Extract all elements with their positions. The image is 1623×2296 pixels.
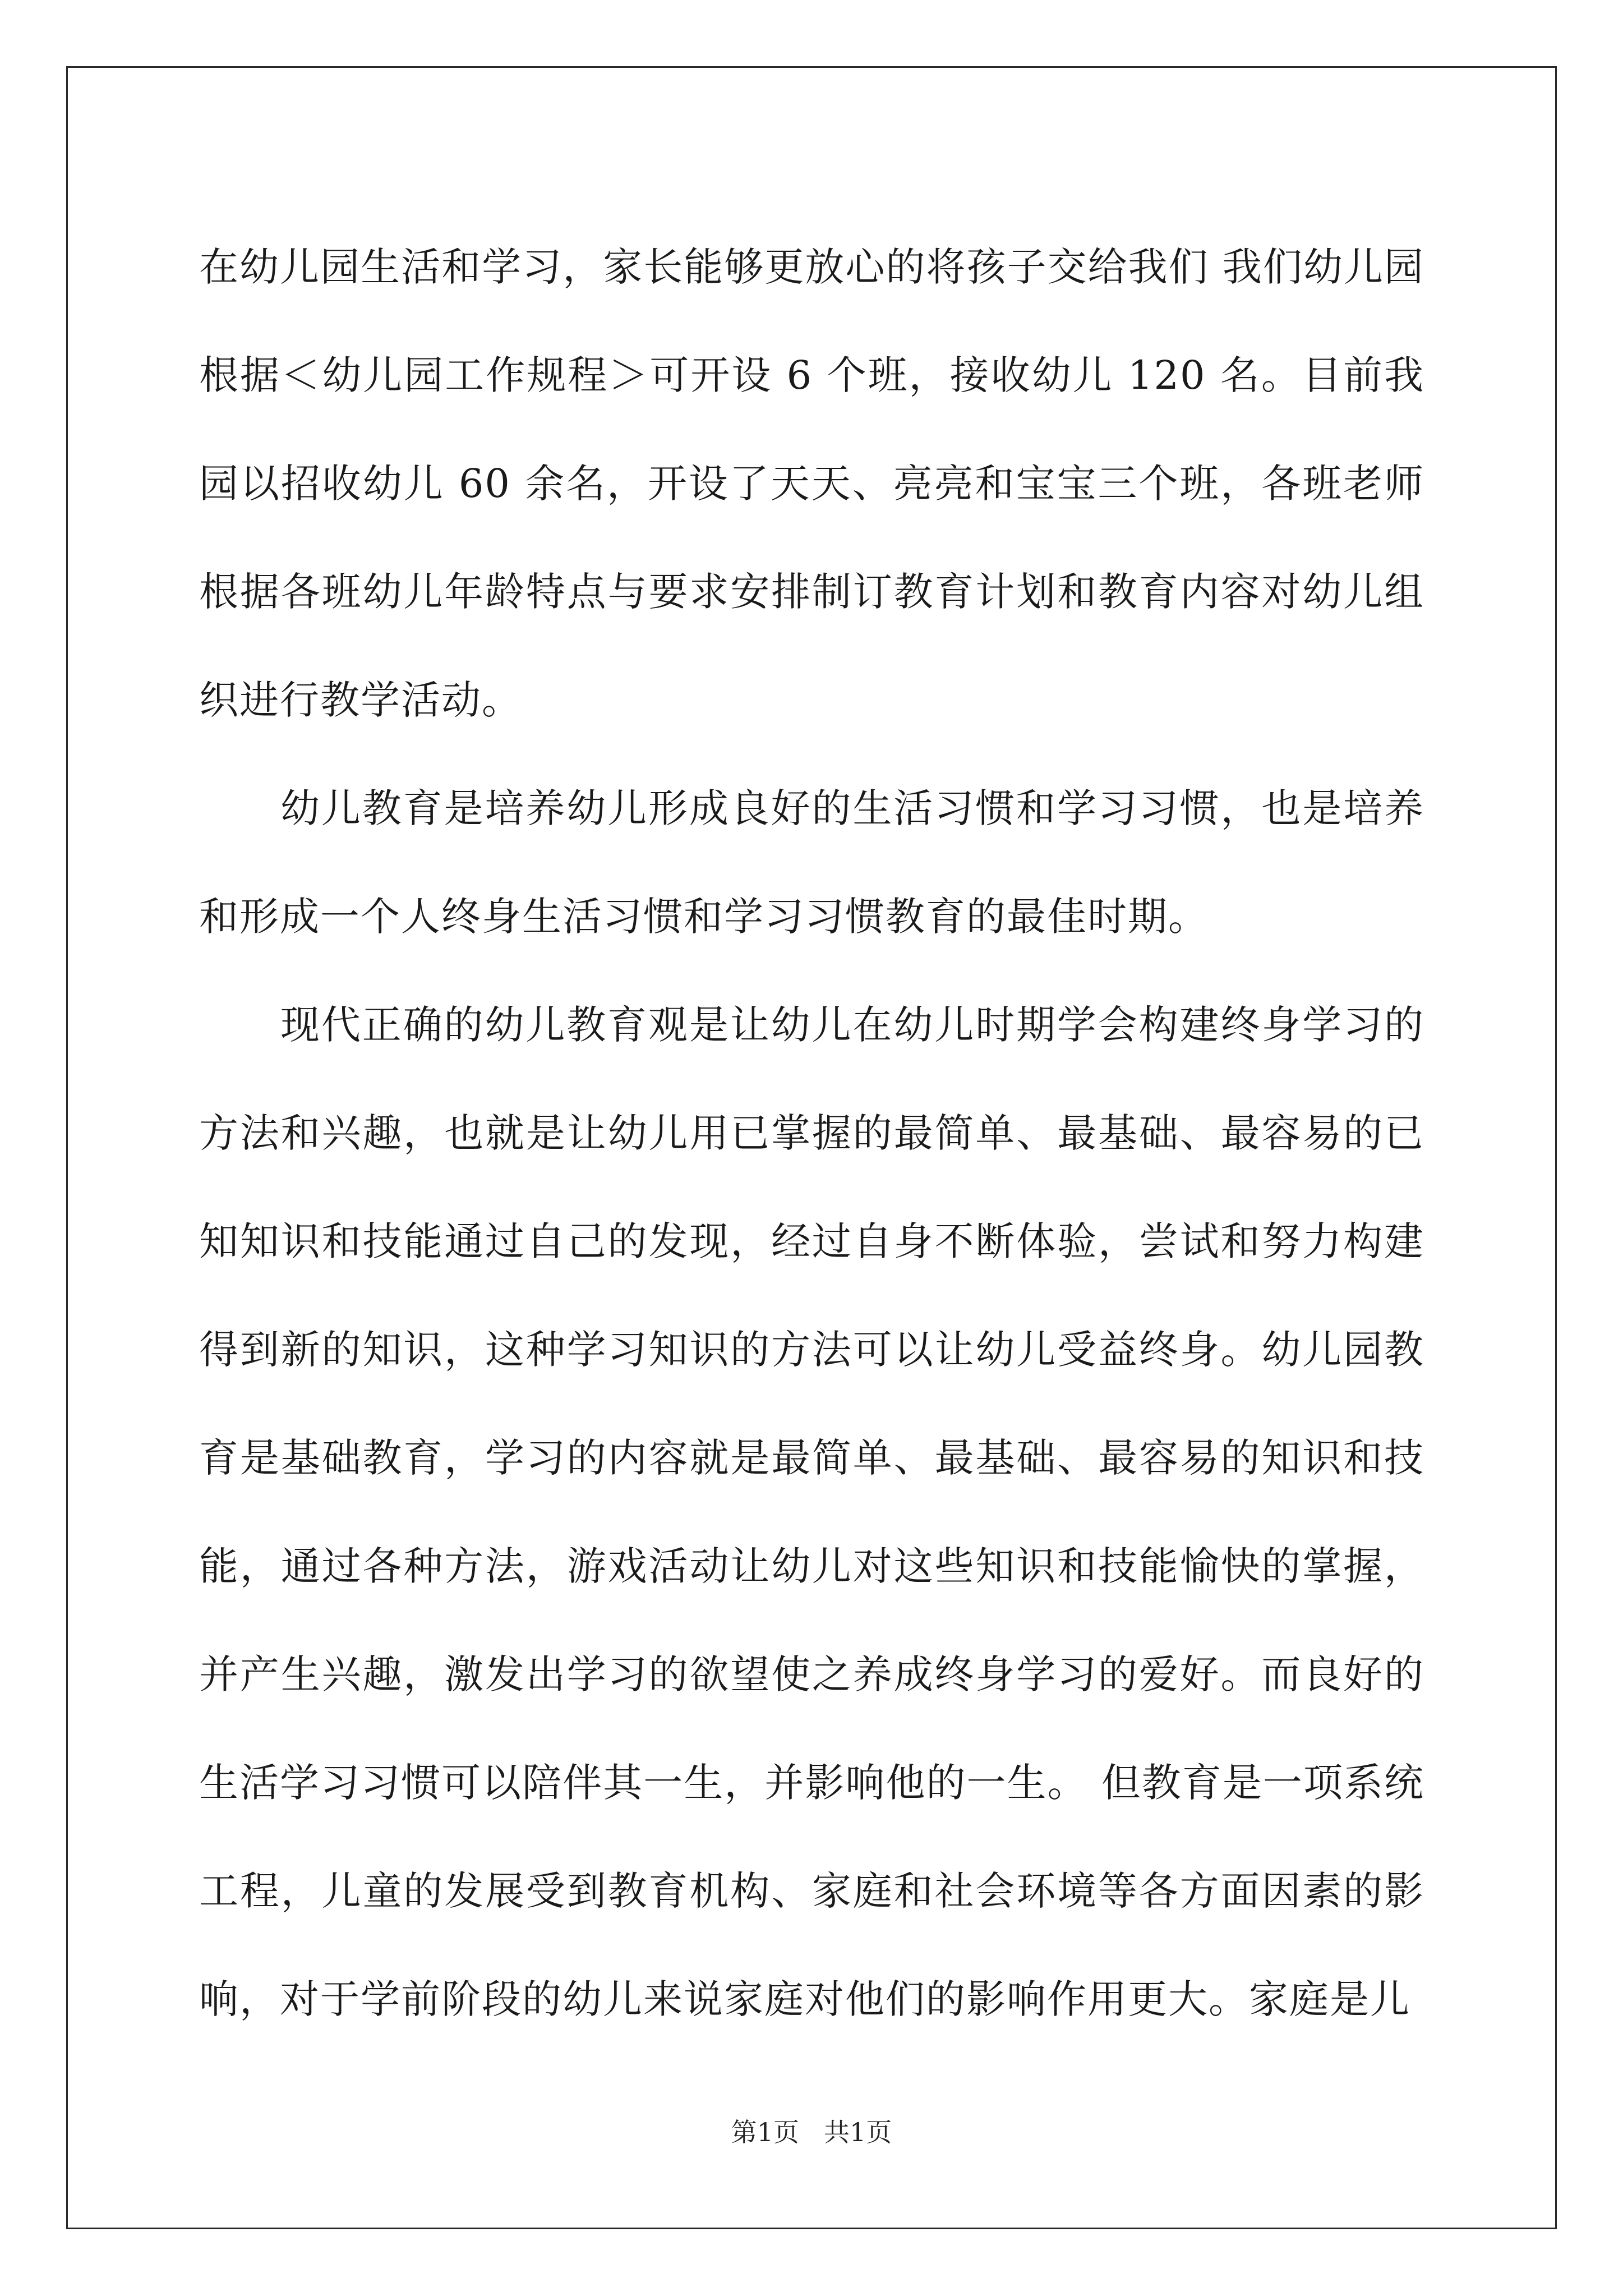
document-body xyxy=(199,213,1424,2054)
paragraph-1: 在幼儿园生活和学习，家长能够更放心的将孩子交给我们 我们幼儿园根据＜幼儿园工作规程＞可开设 6 个班，接收幼儿 120 名。目前我园以招收幼儿 60 余名，开设了天天、亮亮和宝宝三个班，各班老师根据各班幼儿年龄特点与要求安排制订教育计划和教育内容对幼儿组织进行教学活动。 xyxy=(199,244,1424,723)
page-footer xyxy=(0,2112,1623,2149)
paragraph-2: 幼儿教育是培养幼儿形成良好的生活习惯和学习习惯，也是培养和形成一个人终身生活习惯和学习习惯教育的最佳时期。 xyxy=(199,785,1424,940)
page-total: 共1页 xyxy=(823,2117,892,2147)
page-number: 第1页 xyxy=(731,2117,800,2147)
paragraph-3: 现代正确的幼儿教育观是让幼儿在幼儿时期学会构建终身学习的方法和兴趣，也就是让幼儿用已掌握的最简单、最基础、最容易的已知知识和技能通过自己的发现，经过自身不断体验，尝试和努力构建得到新的知识，这种学习知识的方法可以让幼儿受益终身。幼儿园教育是基础教育，学习的内容就是最简单、最基础、最容易的知识和技能，通过各种方法，游戏活动让幼儿对这些知识和技能愉快的掌握，并产生兴趣，激发出学习的欲望使之养成终身学习的爱好。而良好的生活学习习惯可以陪伴其一生，并影响他的一生。 但教育是一项系统工程，儿童的发展受到教育机构、家庭和社会环境等各方面因素的影响，对于学前阶段的幼儿来说家庭对他们的影响作用更大。家庭是儿 xyxy=(199,1002,1424,2022)
